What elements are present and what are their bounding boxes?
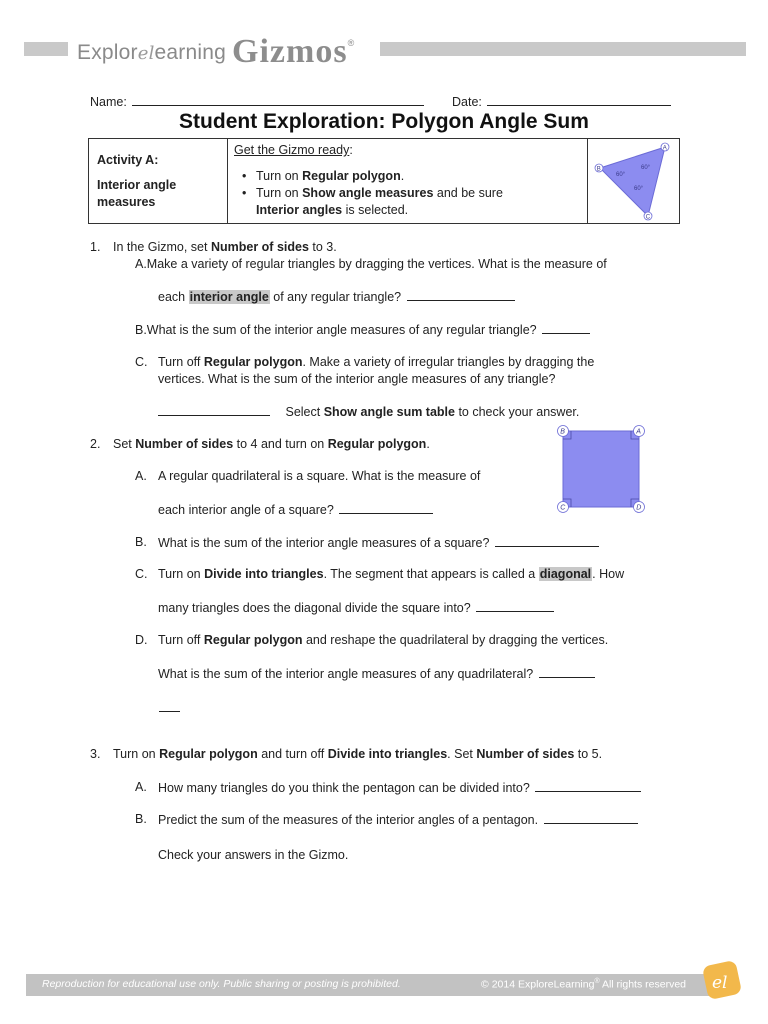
q2c-label: C. [135, 567, 148, 581]
ready-bullet-1: • Turn on Regular polygon. [242, 169, 405, 183]
header-bar-right [380, 42, 746, 56]
q2d-label: D. [135, 633, 148, 647]
activity-subheading-1: Interior angle [97, 178, 177, 192]
q1a-answer-blank[interactable] [407, 289, 515, 301]
q2c-answer-blank[interactable] [476, 600, 554, 612]
q3-number: 3. [90, 747, 101, 761]
q2c-line-1: Turn on Divide into triangles. The segment that appears is called a diagonal. How [158, 567, 625, 581]
triangle-angle-1: 60° [616, 172, 626, 178]
q1-text: In the Gizmo, set Number of sides to 3. [113, 240, 337, 254]
q1c-label: C. [135, 355, 148, 369]
q3a-label: A. [135, 780, 147, 794]
q3b-label: B. [135, 812, 147, 826]
q2-text: Set Number of sides to 4 and turn on Regular polygon. [113, 437, 430, 451]
q1a-line-1: A.Make a variety of regular triangles by dragging the vertices. What is the measure of [135, 257, 607, 271]
brand-logo: Explorelearning Gizmos® [77, 33, 355, 70]
square-vertex-c: C [560, 504, 566, 512]
square-shape [563, 428, 641, 507]
q3-check-text: Check your answers in the Gizmo. [158, 848, 349, 862]
q2a-label: A. [135, 469, 147, 483]
q2c-line-2: many triangles does the diagonal divide the square into? [158, 600, 554, 615]
q1c-line-2: vertices. What is the sum of the interior angle measures of any triangle? [158, 372, 556, 386]
q1c-answer-blank[interactable] [158, 404, 270, 416]
square-vertex-d: D [636, 504, 642, 512]
q2d-answer-blank-cont[interactable] [159, 711, 180, 712]
triangle-illustration-cell [587, 139, 680, 223]
activity-box [88, 138, 680, 224]
q2-number: 2. [90, 437, 101, 451]
date-field[interactable]: Date: [452, 93, 671, 109]
q2b-text: What is the sum of the interior angle measures of a square? [158, 535, 599, 550]
activity-subheading-2: measures [97, 195, 156, 209]
footer-reproduction-notice: Reproduction for educational use only. Public sharing or posting is prohibited. [42, 978, 401, 990]
square-vertex-b: B [560, 428, 565, 436]
q2b-answer-blank[interactable] [495, 535, 599, 547]
ready-bullet-2-cont: Interior angles is selected. [256, 203, 409, 217]
get-ready-heading: Get the Gizmo ready: [234, 143, 353, 157]
square-illustration [552, 420, 652, 518]
q1c-line-1: Turn off Regular polygon. Make a variety of irregular triangles by dragging the [158, 355, 595, 369]
square-vertex-a: A [636, 428, 641, 436]
footer-copyright: © 2014 ExploreLearning® All rights reserved [481, 978, 686, 991]
q3a-answer-blank[interactable] [535, 780, 641, 792]
q2a-answer-blank[interactable] [339, 502, 433, 514]
q1b-text: B.What is the sum of the interior angle measures of any regular triangle? [135, 322, 590, 337]
q3a-text: How many triangles do you think the pentagon can be divided into? [158, 780, 641, 795]
badge-letters: el [712, 973, 728, 993]
triangle-vertex-a: A [662, 145, 667, 152]
q2a-line-1: A regular quadrilateral is a square. What is the measure of [158, 469, 481, 483]
header-bar-left [24, 42, 68, 56]
ready-bullet-2: • Turn on Show angle measures and be sure [242, 186, 503, 200]
triangle-shape [600, 147, 665, 216]
q3b-answer-blank[interactable] [544, 812, 638, 824]
triangle-vertex-b: B [596, 166, 601, 173]
q2b-label: B. [135, 535, 147, 549]
activity-heading: Activity A: [97, 153, 159, 167]
q2d-answer-blank[interactable] [539, 666, 595, 678]
q3-text: Turn on Regular polygon and turn off Divide into triangles. Set Number of sides to 5. [113, 747, 603, 761]
triangle-angle-2: 60° [641, 165, 651, 171]
q1a-line-2: each interior angle of any regular triangle? [158, 289, 515, 304]
activity-label-cell [89, 139, 228, 223]
name-field[interactable]: Name: [90, 93, 424, 109]
q2d-line-2: What is the sum of the interior angle measures of any quadrilateral? [158, 666, 595, 681]
q2a-line-2: each interior angle of a square? [158, 502, 433, 517]
triangle-illustration [588, 139, 680, 223]
q3b-text: Predict the sum of the measures of the interior angles of a pentagon. [158, 812, 638, 827]
explorelearning-logo-icon [700, 958, 744, 1002]
q2d-line-1: Turn off Regular polygon and reshape the quadrilateral by dragging the vertices. [158, 633, 609, 647]
triangle-angle-3: 60° [634, 186, 644, 192]
q1c-line-3: Select Show angle sum table to check your answer. [158, 404, 579, 419]
q1-number: 1. [90, 240, 101, 254]
q1b-answer-blank[interactable] [542, 322, 590, 334]
footer-bar [26, 974, 722, 996]
triangle-vertex-c: C [645, 214, 651, 221]
page-title: Student Exploration: Polygon Angle Sum [179, 110, 589, 133]
